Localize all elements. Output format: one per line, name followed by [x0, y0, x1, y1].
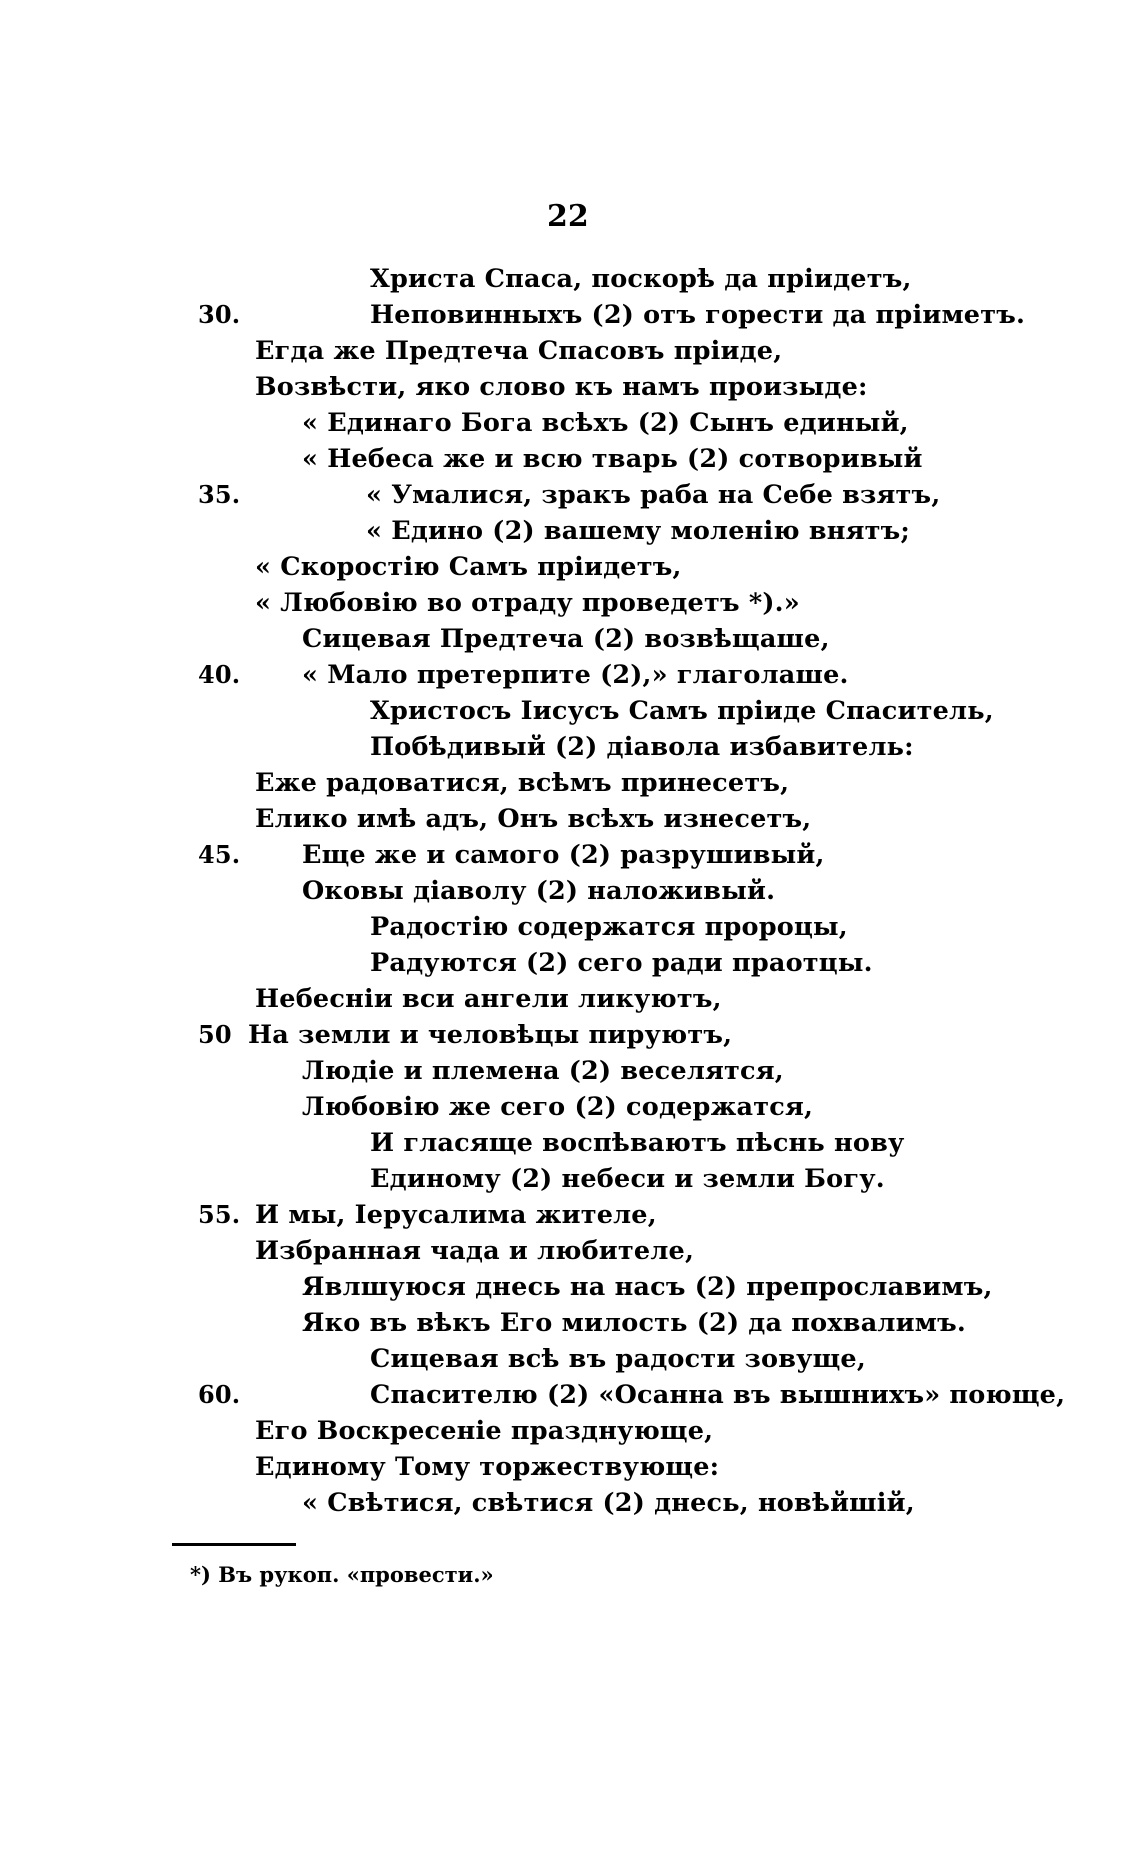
verse-block	[0, 261, 1140, 1521]
verse-line	[0, 837, 1140, 873]
verse-line	[0, 441, 1140, 477]
verse-text: Сицевая Предтеча (2) возвѣщаше,	[302, 624, 830, 654]
verse-line	[0, 621, 1140, 657]
verse-line	[0, 765, 1140, 801]
verse-line	[0, 693, 1140, 729]
verse-text: Небеснiи вси ангели ликуютъ,	[255, 984, 722, 1014]
verse-line	[0, 981, 1140, 1017]
verse-text: « Любовію во отраду проведетъ *).»	[255, 588, 800, 618]
footnote: *) Въ рукоп. «провести.»	[190, 1562, 494, 1587]
line-number: 50	[198, 1020, 232, 1049]
verse-text: « Едино (2) вашему моленію внятъ;	[366, 516, 911, 546]
verse-line	[0, 1269, 1140, 1305]
verse-line	[0, 729, 1140, 765]
verse-line	[0, 909, 1140, 945]
verse-text: Любовію же сего (2) содержатся,	[302, 1092, 814, 1122]
line-number: 45.	[198, 840, 241, 869]
verse-line	[0, 657, 1140, 693]
verse-line	[0, 1017, 1140, 1053]
verse-text: Радостію содержатся пророцы,	[370, 912, 848, 942]
verse-text: Елико имѣ адъ, Онъ всѣхъ изнесетъ,	[255, 804, 812, 834]
line-number: 60.	[198, 1380, 241, 1409]
verse-line	[0, 873, 1140, 909]
verse-line	[0, 1089, 1140, 1125]
verse-text: Христа Спаса, поскорѣ да пріидетъ,	[370, 264, 912, 294]
verse-line	[0, 1377, 1140, 1413]
verse-text: Оковы діаволу (2) наложивый.	[302, 876, 776, 906]
verse-line	[0, 1125, 1140, 1161]
verse-text: Егда же Предтеча Спасовъ пріиде,	[255, 336, 783, 366]
verse-text: « Свѣтися, свѣтися (2) днесь, новѣйшій,	[302, 1488, 915, 1518]
verse-text: Возвѣсти, яко слово къ намъ произыде:	[255, 372, 868, 402]
verse-line	[0, 477, 1140, 513]
line-number: 30.	[198, 300, 241, 329]
verse-line	[0, 585, 1140, 621]
verse-text: Сицевая всѣ въ радости зовуще,	[370, 1344, 866, 1374]
verse-text: « Мало претерпите (2),» глаголаше.	[302, 660, 849, 690]
verse-text: И гласяще воспѣваютъ пѣснь нову	[370, 1128, 905, 1158]
verse-text: Еже радоватися, всѣмъ принесетъ,	[255, 768, 790, 798]
verse-text: Единому Тому торжествующе:	[255, 1452, 720, 1482]
verse-text: Его Воскресеніе празднующе,	[255, 1416, 714, 1446]
footnote-divider	[172, 1543, 296, 1546]
verse-line	[0, 1485, 1140, 1521]
verse-text: Спасителю (2) «Осанна въ вышнихъ» поюще,	[370, 1380, 1066, 1410]
line-number: 35.	[198, 480, 241, 509]
verse-line	[0, 333, 1140, 369]
verse-text: Явлшуюся днесь на насъ (2) препрославимъ,	[302, 1272, 993, 1302]
verse-line	[0, 513, 1140, 549]
verse-text: « Единаго Бога всѣхъ (2) Сынъ единый,	[302, 408, 909, 438]
verse-text: Еще же и самого (2) разрушивый,	[302, 840, 825, 870]
verse-line	[0, 945, 1140, 981]
verse-text: « Скоростію Самъ пріидетъ,	[255, 552, 682, 582]
verse-text: Радуются (2) сего ради праотцы.	[370, 948, 873, 978]
page-number: 22	[547, 199, 589, 234]
verse-line	[0, 1197, 1140, 1233]
verse-text: « Небеса же и всю тварь (2) сотворивый	[302, 444, 923, 474]
verse-line	[0, 1161, 1140, 1197]
verse-text: Людіе и племена (2) веселятся,	[302, 1056, 784, 1086]
verse-line	[0, 1305, 1140, 1341]
verse-line	[0, 1449, 1140, 1485]
verse-text: И мы, Іерусалима жителе,	[255, 1200, 657, 1230]
verse-text: « Умалися, зракъ раба на Себе взятъ,	[366, 480, 941, 510]
verse-line	[0, 297, 1140, 333]
verse-line	[0, 261, 1140, 297]
verse-text: Побѣдивый (2) діавола избавитель:	[370, 732, 914, 762]
verse-text: Христосъ Іисусъ Самъ пріиде Спаситель,	[370, 696, 994, 726]
verse-line	[0, 549, 1140, 585]
verse-line	[0, 801, 1140, 837]
line-number: 55.	[198, 1200, 241, 1229]
verse-text: Единому (2) небеси и земли Богу.	[370, 1164, 885, 1194]
verse-text: Неповинныхъ (2) отъ горести да пріиметъ.	[370, 300, 1026, 330]
verse-line	[0, 1413, 1140, 1449]
verse-text: На земли и человѣцы пируютъ,	[248, 1020, 733, 1050]
verse-line	[0, 1341, 1140, 1377]
verse-line	[0, 405, 1140, 441]
verse-text: Избранная чада и любителе,	[255, 1236, 695, 1266]
verse-line	[0, 369, 1140, 405]
line-number: 40.	[198, 660, 241, 689]
verse-line	[0, 1233, 1140, 1269]
verse-line	[0, 1053, 1140, 1089]
verse-text: Яко въ вѣкъ Его милость (2) да похвалимъ.	[302, 1308, 966, 1338]
